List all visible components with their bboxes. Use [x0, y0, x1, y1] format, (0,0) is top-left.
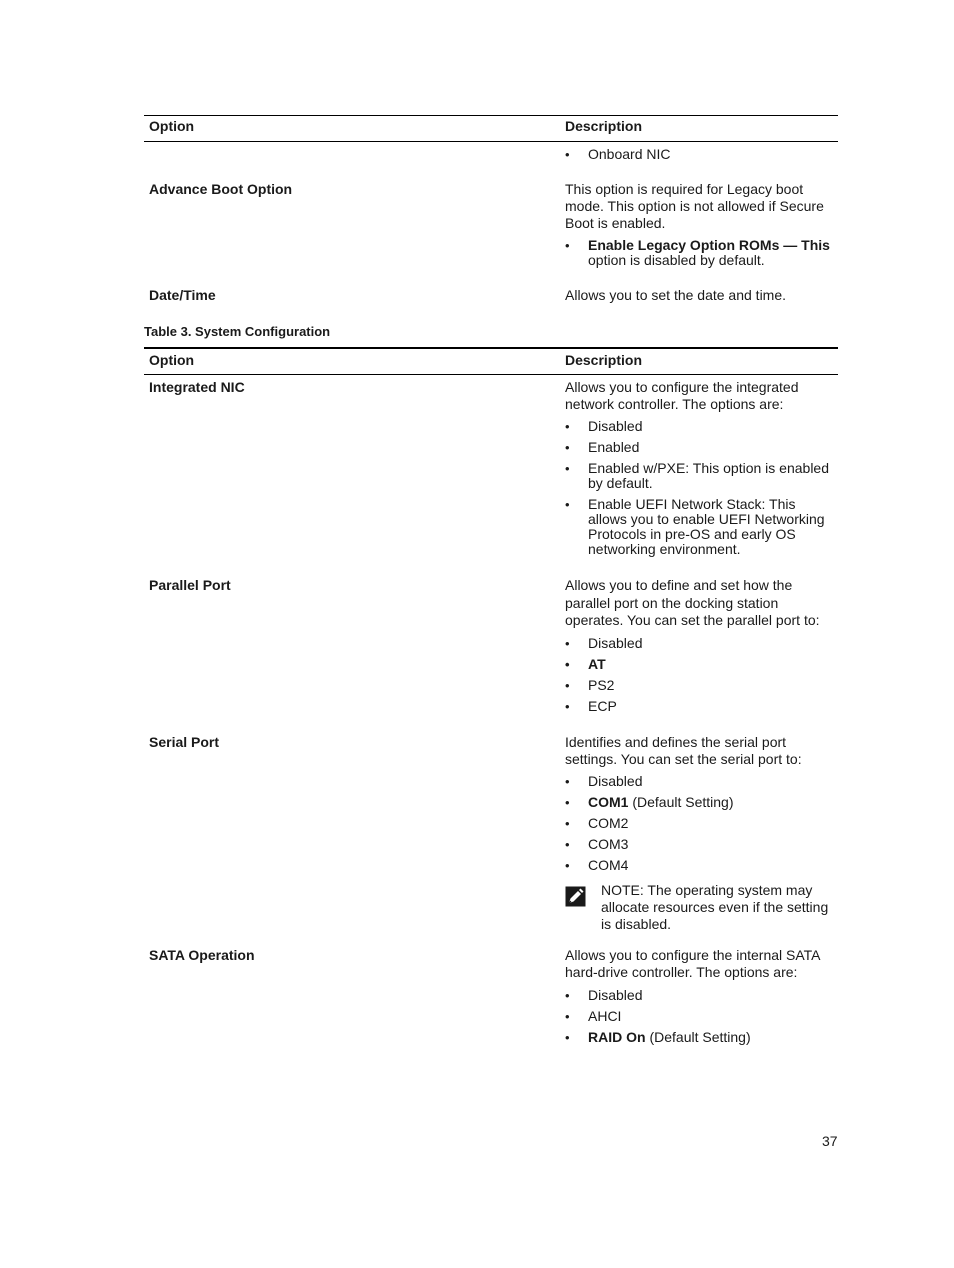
list-item: • Disabled — [565, 419, 838, 434]
table-header — [144, 349, 838, 375]
option-description: Allows you to set the date and time. — [565, 287, 787, 303]
table-row-serial-port — [144, 734, 838, 933]
option-description: Identifies and defines the serial port settings. You can set the serial port to: — [565, 733, 802, 767]
list-item: • COM1 (Default Setting) — [565, 795, 838, 810]
header-option: Option — [149, 118, 195, 134]
option-description: This option is required for Legacy boot mode. This option is not allowed if Secure Boot is enabled. — [565, 181, 824, 231]
header-description: Description — [565, 352, 643, 368]
page-number: 37 — [822, 1133, 838, 1149]
list-item: • AHCI — [565, 1009, 838, 1024]
option-name: Parallel Port — [149, 577, 231, 593]
list-item: • Enable Legacy Option ROMs — This option is disabled by default. — [565, 238, 838, 268]
list-item: • Enabled w/PXE: This option is enabled by default. — [565, 461, 838, 491]
list-item: • Enable UEFI Network Stack: This allows you to enable UEFI Networking Protocols in pre-OS and early OS networking environment. — [565, 497, 838, 557]
header-option: Option — [149, 352, 195, 368]
list-item: • Disabled — [565, 988, 838, 1003]
note-pencil-icon — [565, 882, 601, 911]
table-caption: Table 3. System Configuration — [144, 324, 331, 339]
option-name: Integrated NIC — [149, 379, 245, 395]
note-text: NOTE: The operating system may allocate resources even if the setting is disabled. — [601, 881, 829, 932]
list-item: • COM2 — [565, 816, 838, 831]
system-configuration-table — [144, 347, 838, 1045]
table-row-sata-operation — [144, 947, 838, 1045]
option-name: Serial Port — [149, 733, 220, 750]
note-block — [565, 882, 838, 933]
table-row-date-time — [144, 287, 838, 304]
list-item: • PS2 — [565, 678, 838, 693]
list-item: • COM4 — [565, 858, 838, 873]
option-description: Allows you to configure the internal SATA hard-drive controller. The options are: — [565, 946, 820, 980]
list-item: • AT — [565, 657, 838, 672]
boot-options-table — [144, 115, 838, 304]
list-item: • Disabled — [565, 774, 838, 789]
option-description: Allows you to define and set how the parallel port on the docking station operates. You can set the parallel port to: — [565, 577, 820, 628]
list-item: • Enabled — [565, 440, 838, 455]
table-row-integrated-nic — [144, 379, 838, 557]
table-row — [144, 147, 838, 162]
list-item: • ECP — [565, 699, 838, 714]
header-description: Description — [565, 118, 643, 134]
option-name: SATA Operation — [149, 946, 255, 963]
table-row-parallel-port — [144, 577, 838, 714]
list-item: • Disabled — [565, 636, 838, 651]
list-item: • COM3 — [565, 837, 838, 852]
option-name: Advance Boot Option — [149, 181, 293, 197]
list-item: • Onboard NIC — [565, 147, 838, 162]
table-row-advance-boot — [144, 181, 838, 268]
option-name: Date/Time — [149, 287, 216, 303]
option-description: Allows you to configure the integrated network controller. The options are: — [565, 379, 799, 412]
list-item: • RAID On (Default Setting) — [565, 1030, 838, 1045]
table-header — [144, 116, 838, 142]
